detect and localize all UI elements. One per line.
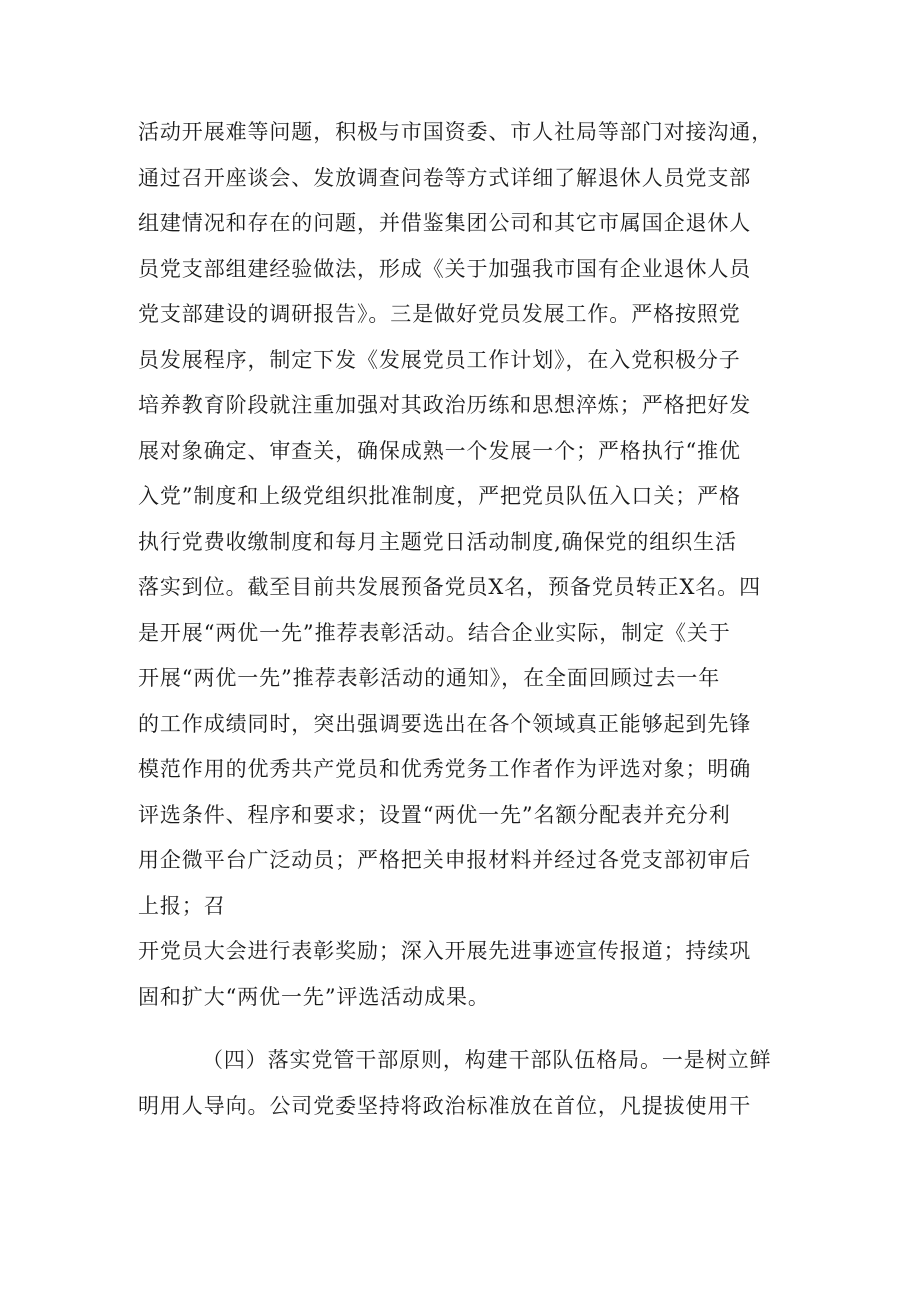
paragraph-2 [138,1038,808,1129]
text-line: 通过召开座谈会、发放调查问卷等方式详细了解退休人员党支部 [138,165,752,190]
text-line: 活动开展难等问题，积极与市国资委、市人社局等部门对接沟通， [138,120,774,144]
text-line: 是开展“两优一先”推荐表彰活动。结合企业实际，制定《关于 [138,620,731,645]
text-line: 开党员大会进行表彰奖励；深入开展先进事迹宣传报道；持续巩 [138,939,752,963]
text-line: 组建情况和存在的问题，并借鉴集团公司和其它市属国企退休人 [138,211,752,235]
text-line: 固和扩大“两优一先”评选活动成果。 [138,984,490,1009]
text-line: 用企微平台广泛动员；严格把关申报材料并经过各党支部初审后 [138,848,752,872]
text-line: 评选条件、程序和要求；设置“两优一先”名额分配表并充分利 [138,802,731,827]
text-line: 上报；召 [138,893,226,918]
text-line: 执行党费收缴制度和每月主题党日活动制度,确保党的组织生活 [138,529,737,554]
document-body [138,110,808,1129]
text-line: 开展“两优一先”推荐表彰活动的通知》，在全面回顾过去一年 [138,666,721,690]
text-line: 党支部建设的调研报告》。三是做好党员发展工作。严格按照党 [138,302,741,326]
text-line: 落实到位。截至目前共发展预备党员X名，预备党员转正X名。四 [138,575,761,599]
paragraph-1 [138,110,808,1020]
text-line: 培养教育阶段就注重加强对其政治历练和思想淬炼；严格把好发 [138,393,752,417]
text-line: 入党”制度和上级党组织批准制度，严把党员队伍入口关；严格 [138,484,741,508]
text-line: 明用人导向。公司党委坚持将政治标准放在首位，凡提拔使用干 [138,1093,752,1118]
text-line: 模范作用的优秀共产党员和优秀党务工作者作为评选对象；明确 [138,757,752,781]
text-line: 的工作成绩同时，突出强调要选出在各个领域真正能够起到先锋 [138,711,752,736]
text-line: 员党支部组建经验做法，形成《关于加强我市国有企业退休人员 [138,256,752,281]
text-line: 展对象确定、审查关，确保成熟一个发展一个；严格执行“推优 [138,438,741,463]
paragraph-gap [138,1020,808,1038]
text-line: 员发展程序，制定下发《发展党员工作计划》，在入党积极分子 [138,347,741,372]
text-line: （四）落实党管干部原则，构建干部队伍格局。一是树立鲜 [202,1048,772,1072]
